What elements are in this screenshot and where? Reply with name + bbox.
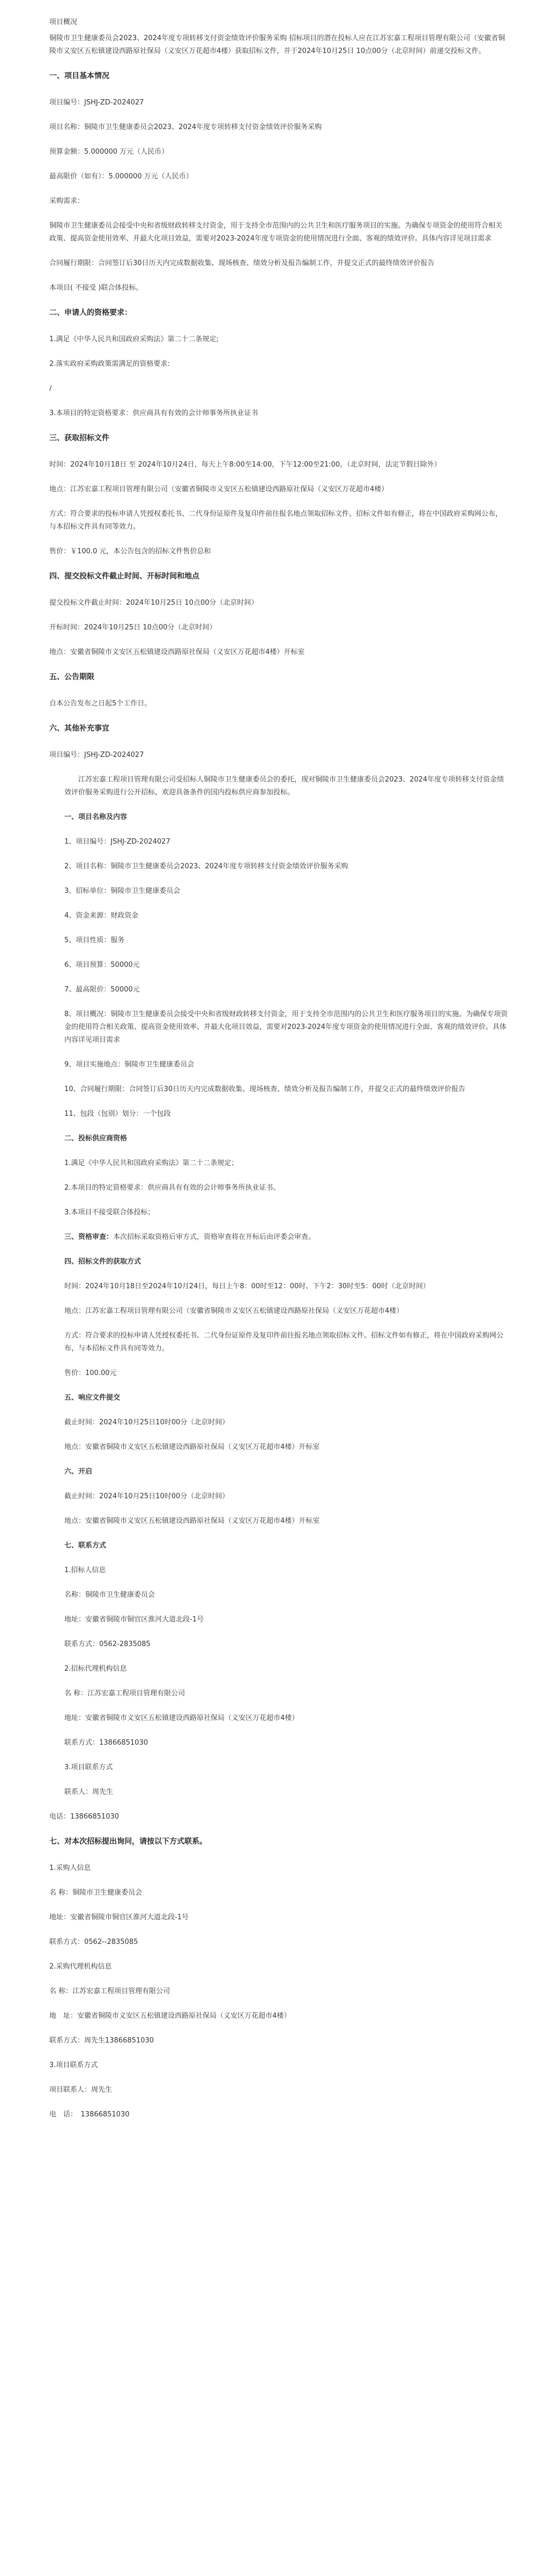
project-contact-person: 项目联系人：周先生 (49, 2086, 113, 2094)
supplement-intro: 江苏宏嘉工程项目管理有限公司受招标人铜陵市卫生健康委员会的委托，现对铜陵市卫生健康委员会2023、2024年度专项转移支付资金绩效评价服务采购进行公开招标，欢迎具备条件的国内投标供应商参加投标。 (64, 776, 504, 797)
supplier-qual-3: 3.本项目不接受联合体投标； (64, 1208, 155, 1216)
max-price: 最高限价（如有）：5.000000 万元（人民币） (49, 172, 193, 181)
item-3: 3、招标单位：铜陵市卫生健康委员会 (64, 887, 181, 895)
section-1-title: 一、项目基本情况 (49, 72, 109, 80)
response-place: 地点：安徽省铜陵市义安区五松镇建设西路原社保局（义安区万花超市4楼）开标室 (64, 1443, 320, 1451)
section-3-title: 三、获取招标文件 (49, 434, 109, 442)
opening-time: 开标时间：2024年10月25日 10点00分（北京时间） (49, 624, 217, 632)
item-2: 2、项目名称：铜陵市卫生健康委员会2023、2024年度专项转移支付资金绩效评价服务采购 (64, 862, 348, 870)
qualification-1: 1.满足《中华人民共和国政府采购法》第二十二条规定; (49, 335, 219, 343)
consortium-note: 本项目( 不接受 )联合体投标。 (49, 284, 143, 292)
obtain-time: 时间：2024年10月18日 至 2024年10月24日，每天上午8:00至14:00，下午12:00至21:00。（北京时间，法定节假日除外） (49, 461, 441, 469)
notice-period: 自本公告发布之日起5个工作日。 (49, 700, 152, 708)
requirement-text: 铜陵市卫生健康委员会接受中央和省级财政转移支付资金，用于支持全市范围内的公共卫生和医疗服务项目的实施。为确保专项资金的使用符合相关政策、提高资金使用效率、并最大化项目效益，需要对2023-2024年度专项资金的使用情况进行全面、客观的绩效评价。具体内容详见项目需求 (49, 222, 503, 243)
item-1: 1、项目编号：JSHJ-ZD-2024027 (64, 838, 170, 846)
contact-3-phone: 电话：13866851030 (49, 1813, 119, 1821)
document-price: 售价：￥100.0 元，本公告包含的招标文件售价总和 (49, 547, 211, 555)
section-5-title: 五、公告期限 (49, 673, 94, 681)
qualification-2: 2.落实政府采购政策需满足的资格要求: (49, 360, 170, 368)
contact-3-person: 联系人：周先生 (64, 1788, 114, 1796)
qualification-review (49, 1231, 509, 1244)
qualification-review-label: 三、资格审查： (64, 1233, 114, 1241)
open-deadline: 截止时间：2024年10月25日10时00分（北京时间） (64, 1492, 229, 1500)
contact-1-name: 名称：铜陵市卫生健康委员会 (64, 1591, 155, 1599)
obtain-method: 方式：符合要求的投标申请人凭授权委托书、二代身份证原件及复印件前往报名地点领取招标文件。招标文件如有修正，将在中国政府采购网公布，与本招标文件具有同等效力。 (49, 510, 503, 531)
section-2-title: 二、申请人的资格要求： (49, 309, 132, 317)
contact-1-phone: 联系方式：0562-2835085 (64, 1640, 151, 1648)
project-name: 项目名称：铜陵市卫生健康委员会2023、2024年度专项转移支付资金绩效评价服务采购 (49, 123, 322, 131)
get-doc-place: 地点：江苏宏嘉工程项目管理有限公司（安徽省铜陵市义安区五松镇建设西路原社保局（义安区万花超市4楼） (64, 1307, 404, 1315)
supplement-h2: 二、投标供应商资格 (64, 1135, 128, 1143)
contact-1-address: 地址：安徽省铜陵市铜官区淮河大道北段-1号 (64, 1616, 204, 1624)
qualification-2-value: / (49, 385, 52, 393)
supplement-h4: 四、招标文件的获取方式 (64, 1258, 142, 1266)
project-contact-phone: 电 话： 13866851030 (49, 2111, 130, 2119)
supplement-h7: 七、联系方式 (64, 1542, 107, 1550)
contact-2-phone: 联系方式：13866851030 (64, 1739, 148, 1747)
get-doc-time: 时间：2024年10月18日至2024年10月24日，每日上午8：00时至12：00时、下午2：30时至5：00时（北京时间） (64, 1282, 430, 1290)
item-8: 8、项目概况：铜陵市卫生健康委员会接受中央和省级财政转移支付资金，用于支持全市范围内的公共卫生和医疗服务项目的实施。为确保专项资金的使用符合相关政策、提高资金使用效率、并最大化项目效益，需要对2023-2024年度专项资金的使用情况进行全面、客观的绩效评价。具体内容详见项目需求 (64, 1010, 508, 1044)
contact-2-address: 地址：安徽省铜陵市义安区五松镇建设西路原社保局（义安区万花超市4楼） (64, 1714, 299, 1722)
item-11: 11、包段（包别）划分：一个包段 (64, 1110, 171, 1118)
agency-address: 地 址：安徽省铜陵市义安区五松镇建设西路原社保局（义安区万花超市4楼） (49, 2012, 291, 2020)
budget-amount: 预算金额：5.000000 万元（人民币） (49, 148, 169, 156)
contact-1-heading: 1.招标人信息 (64, 1566, 106, 1574)
get-doc-price: 售价：100.00元 (64, 1369, 117, 1377)
item-9: 9、项目实施地点：铜陵市卫生健康委员会 (64, 1061, 195, 1069)
supplement-h5: 五、响应文件提交 (64, 1394, 121, 1402)
project-contact-heading: 3.项目联系方式 (49, 2061, 98, 2069)
purchaser-heading: 1.采购人信息 (49, 1864, 91, 1872)
open-place: 地点：安徽省铜陵市义安区五松镇建设西路原社保局（义安区万花超市4楼）开标室 (64, 1517, 320, 1525)
overview-text: 铜陵市卫生健康委员会2023、2024年度专项转移支付资金绩效评价服务采购 招标项目的潜在投标人应在江苏宏嘉工程项目管理有限公司（安徽省铜陵市义安区五松镇建设西路原社保局（义安区万花超市4楼）获取招标文件，并于2024年10月25日 10点00分（北京时间）前递交投标文件。 (49, 34, 505, 55)
response-deadline: 截止时间：2024年10月25日10时00分（北京时间） (64, 1418, 229, 1426)
item-10: 10、合同履行期限：合同签订后30日历天内完成数据收集、现场核查、绩效分析及报告编制工作，并提交正式的最终绩效评价报告 (64, 1085, 466, 1093)
agency-phone: 联系方式：周先生13866851030 (49, 2037, 154, 2045)
requirement-label: 采购需求： (49, 197, 85, 205)
supplement-h6: 六、开启 (64, 1468, 93, 1476)
supplement-code: 项目编号：JSHJ-ZD-2024027 (49, 751, 144, 759)
qualification-review-text: 本次招标采取资格后审方式，资格审查将在开标后由评委会审查。 (113, 1233, 316, 1241)
qualification-3: 3.本项目的特定资格要求：供应商具有有效的会计师事务所执业证书 (49, 409, 258, 417)
agency-heading: 2.采购代理机构信息 (49, 1963, 112, 1971)
contact-2-name: 名 称：江苏宏嘉工程项目管理有限公司 (64, 1689, 185, 1698)
section-4-title: 四、提交投标文件截止时间、开标时间和地点 (49, 572, 199, 581)
contact-2-heading: 2.招标代理机构信息 (64, 1665, 127, 1673)
item-4: 4、资金来源：财政资金 (64, 912, 139, 920)
submission-deadline: 提交投标文件截止时间：2024年10月25日 10点00分（北京时间） (49, 599, 258, 607)
purchaser-name: 名 称：铜陵市卫生健康委员会 (49, 1889, 143, 1897)
section-6-title: 六、其他补充事宜 (49, 724, 109, 733)
contract-period: 合同履行期限：合同签订后30日历天内完成数据收集、现场核查、绩效分析及报告编制工作，并提交正式的最终绩效评价报告 (49, 259, 435, 267)
opening-place: 地点：安徽省铜陵市义安区五松镇建设西路原社保局（义安区万花超市4楼）开标室 (49, 648, 305, 656)
item-7: 7、最高限价：50000元 (64, 986, 140, 994)
project-code: 项目编号：JSHJ-ZD-2024027 (49, 99, 144, 107)
supplement-h1: 一、项目名称及内容 (64, 813, 128, 821)
section-7-title: 七、对本次招标提出询问，请按以下方式联系。 (49, 1837, 207, 1846)
supplier-qual-1: 1.满足《中华人民共和国政府采购法》第二十二条规定； (64, 1159, 239, 1167)
agency-name: 名 称：江苏宏嘉工程项目管理有限公司 (49, 1987, 170, 1995)
obtain-place: 地点：江苏宏嘉工程项目管理有限公司（安徽省铜陵市义安区五松镇建设西路原社保局（义安区万花超市4楼） (49, 485, 389, 493)
purchaser-phone: 联系方式：0562--2835085 (49, 1938, 138, 1946)
item-6: 6、项目预算：50000元 (64, 961, 140, 969)
get-doc-method: 方式：符合要求的投标申请人凭授权委托书、二代身份证原件及复印件前往报名地点领取招标文件。招标文件如有修正，将在中国政府采购网公布，与本招标文件具有同等效力。 (64, 1332, 504, 1353)
purchaser-address: 地址：安徽省铜陵市铜官区淮河大道北段-1号 (49, 1913, 189, 1921)
contact-3-heading: 3.项目联系方式 (64, 1763, 113, 1771)
supplier-qual-2: 2.本项目的特定资格要求：供应商具有有效的会计师事务所执业证书。 (64, 1184, 280, 1192)
overview-heading: 项目概况 (49, 18, 78, 26)
item-5: 5、项目性质：服务 (64, 936, 125, 944)
